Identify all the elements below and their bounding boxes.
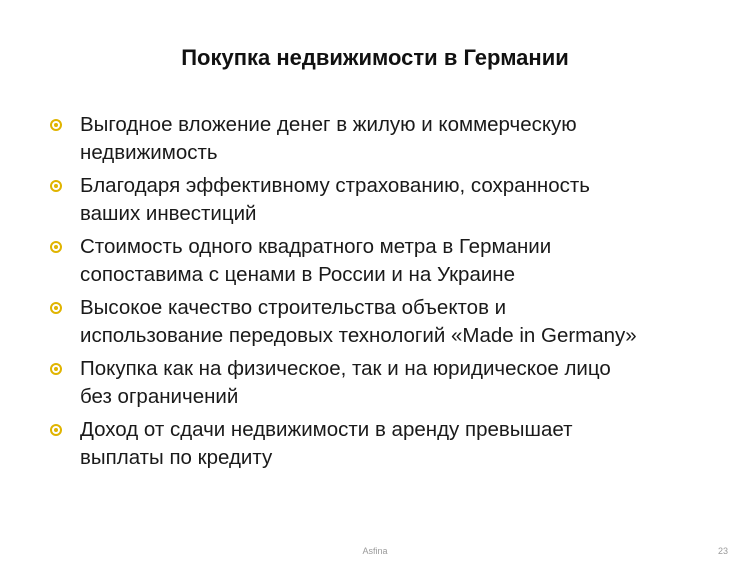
circle-bullet-icon xyxy=(50,424,62,436)
bullet-item xyxy=(50,416,730,471)
bullet-item xyxy=(50,233,730,288)
bullet-line: Высокое качество строительства объектов и xyxy=(80,296,507,319)
bullet-line: Благодаря эффективному страхованию, сохранность xyxy=(80,174,590,197)
bullet-line: выплаты по кредиту xyxy=(80,445,273,469)
bullet-item xyxy=(50,111,730,166)
bullet-item xyxy=(50,355,730,410)
bullet-line: ваших инвестиций xyxy=(80,201,257,225)
slide-title: Покупка недвижимости в Германии xyxy=(181,45,569,70)
circle-bullet-icon xyxy=(50,180,62,192)
bullet-line: Стоимость одного квадратного метра в Германии xyxy=(80,235,552,258)
bullet-item xyxy=(50,172,730,227)
circle-bullet-icon xyxy=(50,363,62,375)
circle-bullet-icon xyxy=(50,119,62,131)
page-number: 23 xyxy=(717,546,728,556)
bullet-list xyxy=(50,111,730,477)
bullet-line: Покупка как на физическое, так и на юридическое лицо xyxy=(80,357,611,380)
bullet-line: использование передовых технологий «Made in Germany» xyxy=(80,323,637,347)
bullet-line: сопоставима с ценами в России и на Украине xyxy=(80,262,516,286)
bullet-line: Выгодное вложение денег в жилую и коммерческую xyxy=(80,113,577,136)
circle-bullet-icon xyxy=(50,302,62,314)
circle-bullet-icon xyxy=(50,241,62,253)
footer-brand: Asfina xyxy=(362,546,388,556)
bullet-line: Доход от сдачи недвижимости в аренду превышает xyxy=(80,418,573,441)
bullet-line: недвижимость xyxy=(80,140,218,164)
bullet-item xyxy=(50,294,730,349)
bullet-line: без ограничений xyxy=(80,384,239,408)
